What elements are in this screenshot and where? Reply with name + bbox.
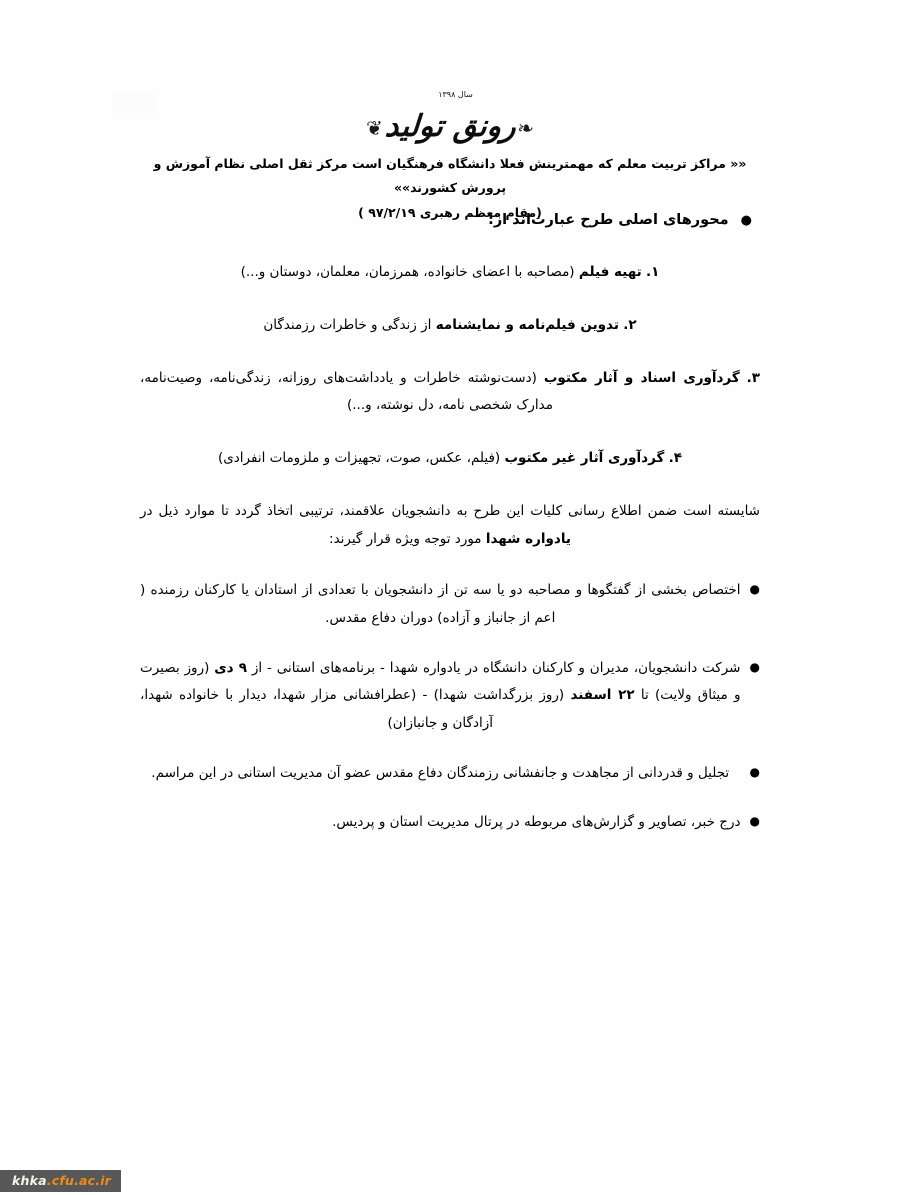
- lead-bullet-text: محورهای اصلی طرح عبارت‌اند از:: [488, 212, 729, 228]
- ornament-left-icon: ❦: [365, 116, 383, 140]
- bullet-dot-icon: ●: [749, 582, 760, 597]
- instruction-paragraph-emphasis: یادواره شهدا: [485, 530, 571, 547]
- item-3-number: ۳.: [746, 369, 761, 386]
- item-1-number: ۱.: [646, 263, 660, 280]
- instruction-paragraph: [140, 498, 760, 553]
- instruction-paragraph-part1: شایسته است ضمن اطلاع رسانی کلیات این طرح به دانشجویان علاقمند، ترتیبی اتخاذ گردد تا موارد ذیل در: [140, 502, 760, 519]
- bullet-item-3: [140, 760, 760, 788]
- item-4-number: ۴.: [668, 449, 683, 466]
- logo-year-label: سال ۱۳۹۸: [438, 90, 473, 99]
- bullet-dot-icon: ●: [749, 659, 760, 674]
- document-body: [140, 212, 760, 859]
- bullet-item-2: [140, 655, 760, 738]
- bullet-dot-icon: ●: [749, 814, 760, 829]
- item-3-heading: گردآوری اسناد و آثار مکتوب: [543, 369, 740, 386]
- site-watermark: [0, 1170, 121, 1193]
- bullet-item-1-text: اختصاص بخشی از گفتگوها و مصاحبه دو یا سه تن از دانشجویان با تعدادی از استادان یا کارکنان رزمنده ( اعم از جانباز و آزاده) دوران دفاع مقدس.: [140, 582, 741, 626]
- bullet-item-3-text: تجلیل و قدردانی از مجاهدت و جانفشانی رزمندگان دفاع مقدس عضو آن مدیریت استانی در این مراسم.: [151, 764, 730, 781]
- item-2-detail: از زندگی و خاطرات رزمندگان: [263, 316, 432, 333]
- item-1-detail: (مصاحبه با اعضای خانواده، همرزمان، معلمان، دوستان و...): [240, 263, 575, 280]
- bullet-item-4-text: درج خبر، تصاویر و گزارش‌های مربوطه در پرتال مدیریت استان و پردیس.: [332, 814, 741, 831]
- leader-quote-attribution: (مقام معظم رهبری ۹۷/۲/۱۹ ): [358, 204, 542, 220]
- item-2-heading: تدوین فیلم‌نامه و نمایشنامه: [435, 316, 619, 333]
- numbered-item-4: [140, 445, 760, 472]
- bullet-item-2-part1: شرکت دانشجویان، مدیران و کارکنان دانشگاه در یادواره شهدا - برنامه‌های استانی - از: [247, 659, 741, 676]
- bullet-dot-icon: ●: [749, 764, 760, 779]
- logo-script-text: رونق تولید: [383, 109, 517, 144]
- leader-quote-text: «« مراکز تربیت معلم که مهمترینش فعلا دانشگاه فرهنگیان است مرکز ثقل اصلی نظام آموزش و پرورش کشورند»»: [153, 156, 747, 195]
- numbered-item-2: [140, 312, 760, 339]
- item-2-number: ۲.: [623, 316, 637, 333]
- watermark-prefix: khka: [12, 1172, 47, 1188]
- slogan-logo: [355, 88, 545, 146]
- bullet-item-4: [140, 809, 760, 837]
- bullet-dot-icon: ●: [740, 213, 752, 228]
- ornament-right-icon: ❧: [517, 116, 535, 140]
- bullet-item-2-part2: (روز بصیرت و میثاق ولایت) تا: [140, 659, 741, 704]
- bullet-item-2-text: [140, 655, 741, 738]
- bullet-item-2-date-end: ۲۲ اسفند: [570, 687, 635, 704]
- item-1-heading: تهیه فیلم: [578, 263, 642, 280]
- bullet-item-2-part3: (روز بزرگداشت شهدا) - (عطرافشانی مزار شهدا، دیدار با خانواده شهدا، آزادگان و جانبازان): [140, 687, 571, 731]
- item-3-detail: (دست‌نوشته خاطرات و یادداشت‌های روزانه، زندگی‌نامه، وصیت‌نامه، مدارک شخصی نامه، دل نوشته، و...): [140, 369, 553, 413]
- item-4-detail: (فیلم، عکس، صوت، تجهیزات و ملزومات انفرادی): [217, 449, 501, 466]
- item-4-heading: گردآوری آثار غیر مکتوب: [504, 449, 665, 466]
- lead-bullet-row: [140, 212, 760, 231]
- instruction-paragraph-part2: مورد توجه ویژه قرار گیرند:: [329, 530, 486, 547]
- numbered-item-3: [140, 365, 760, 419]
- numbered-item-1: [140, 259, 760, 286]
- bullet-item-1: [140, 577, 760, 632]
- watermark-suffix: .cfu.ac.ir: [46, 1172, 112, 1188]
- bullet-item-2-date-start: ۹ دی: [214, 659, 248, 676]
- masthead: [0, 88, 900, 146]
